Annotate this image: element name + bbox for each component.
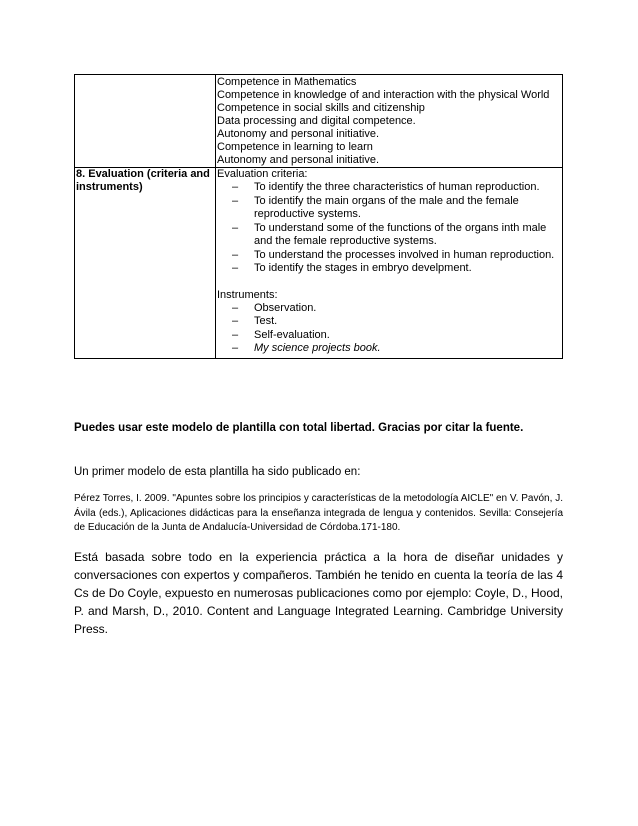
instruments-list <box>217 302 561 356</box>
instrument-item: – Self-evaluation. <box>232 329 561 343</box>
competences-row <box>75 75 563 168</box>
evaluation-row <box>75 168 563 359</box>
based-on-paragraph: Está basada sobre todo en la experiencia práctica a la hora de diseñar unidades y conversaciones con expertos y compañeros. También he tenido en cuenta la teoría de las 4 Cs de Do Coyle, expuesto en numerosas publicaciones como por ejemplo: Coyle, D., Hood, P. and Marsh, D., 2010. Content and Language Integrated Learning. Cambridge University Press. <box>74 550 563 636</box>
instrument-item: – Test. <box>232 315 561 329</box>
criteria-item: – To understand the processes involved in human reproduction. <box>232 249 561 263</box>
competence-item: Data processing and digital competence. <box>217 115 416 127</box>
competence-item: Competence in Mathematics <box>217 76 357 88</box>
criteria-heading: Evaluation criteria: <box>217 168 308 180</box>
criteria-item: – To understand some of the functions of the organs inth male and the female reproductive systems. <box>232 222 561 249</box>
competence-item: Competence in knowledge of and interaction with the physical World <box>217 89 550 101</box>
usage-note: Puedes usar este modelo de plantilla con total libertad. Gracias por citar la fuente. <box>74 422 524 434</box>
criteria-item: – To identify the stages in embryo develpment. <box>232 262 561 276</box>
evaluation-label: 8. Evaluation (criteria and instruments) <box>75 168 216 359</box>
competence-item: Autonomy and personal initiative. <box>217 128 380 140</box>
blank-line <box>217 276 561 289</box>
instruments-heading: Instruments: <box>217 288 278 301</box>
criteria-item: – To identify the three characteristics of human reproduction. <box>232 181 561 195</box>
criteria-list <box>217 181 561 276</box>
citation-text: Pérez Torres, I. 2009. "Apuntes sobre los principios y características de la metodología AICLE" en V. Pavón, J. Ávila (eds.), Aplicaciones didácticas para la enseñanza integrada de lengua y contenidos. Sevilla: Consejería de Educación de la Junta de Andalucía-Universidad de Córdoba.171-180. <box>74 493 563 533</box>
empty-label-cell <box>75 75 216 168</box>
instrument-item: – My science projects book. <box>232 342 561 356</box>
criteria-item: – To identify the main organs of the male and the female reproductive systems. <box>232 195 561 222</box>
instrument-item: – Observation. <box>232 302 561 316</box>
published-intro: Un primer modelo de esta plantilla ha sido publicado en: <box>74 466 361 478</box>
unit-plan-table <box>74 74 563 359</box>
competence-item: Autonomy and personal initiative. <box>217 154 380 166</box>
competence-item: Competence in social skills and citizenship <box>217 102 425 114</box>
competences-cell <box>216 75 563 168</box>
competence-item: Competence in learning to learn <box>217 141 373 153</box>
evaluation-content-cell <box>216 168 563 359</box>
